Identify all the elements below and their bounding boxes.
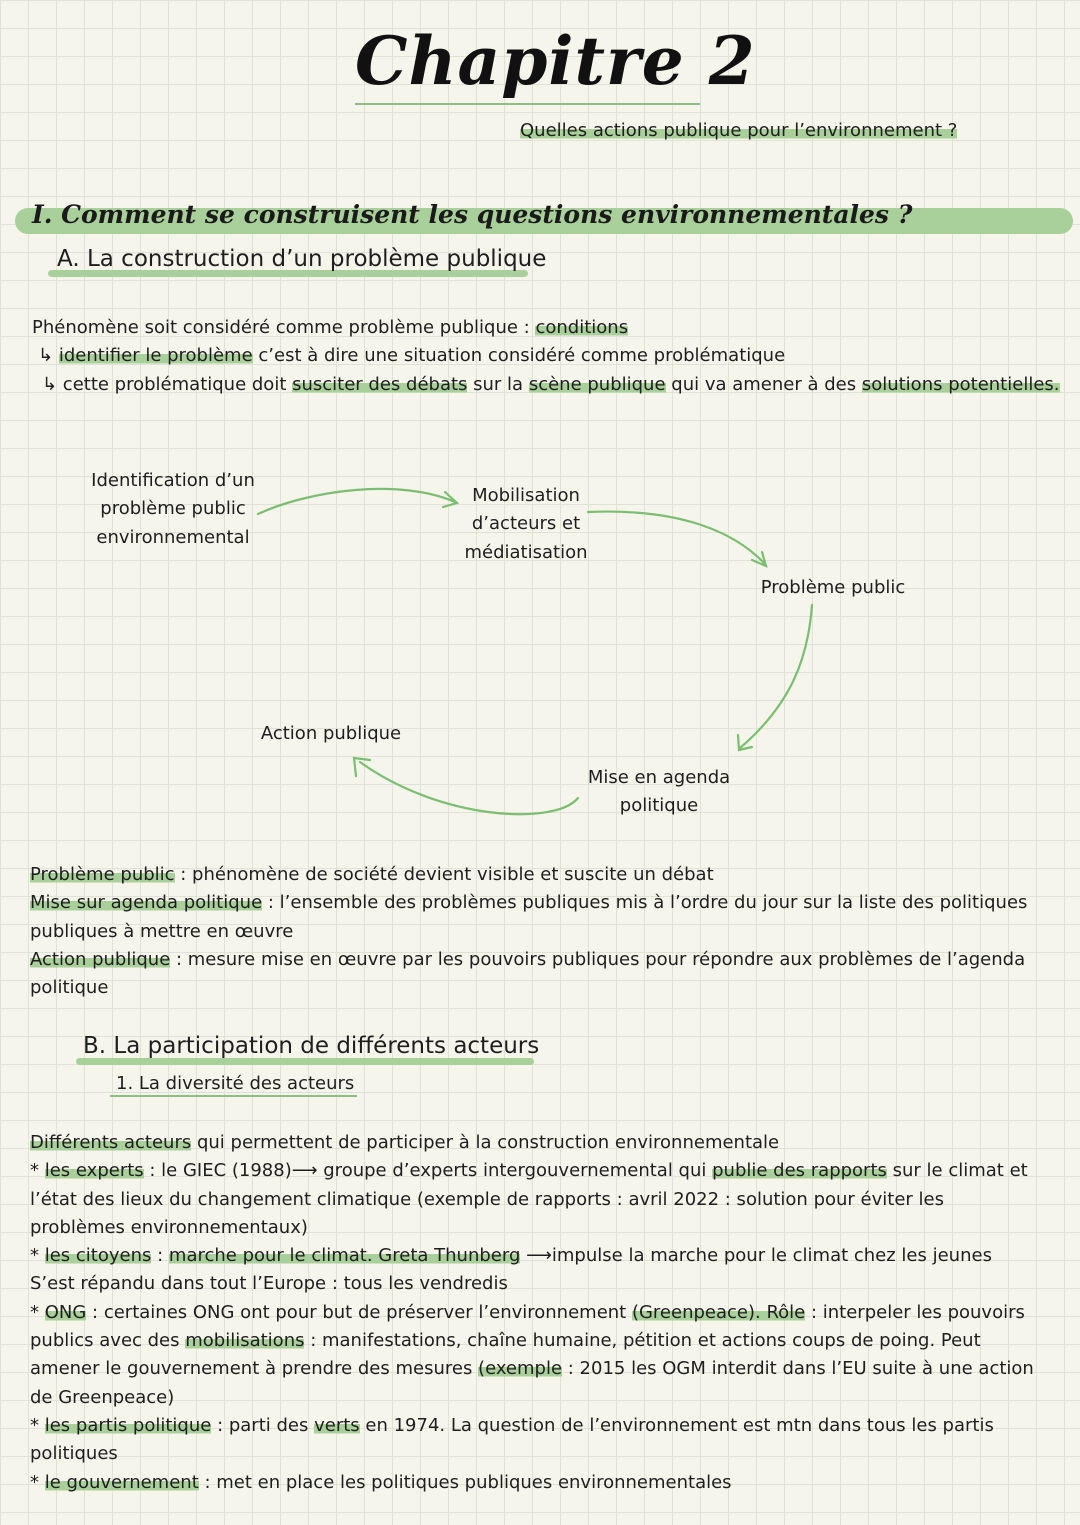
text-run: *	[30, 1301, 45, 1323]
text-run: : manifestations, chaîne humaine, pétition et actions coups de poing. Peut amener le gouvernement à prendre des mesures	[30, 1330, 981, 1380]
highlighted-text: les citoyens	[44, 1245, 152, 1267]
definition-item	[30, 946, 1030, 1003]
text-run: :	[151, 1245, 169, 1267]
highlighted-text: identifier le problème	[58, 345, 253, 367]
highlighted-text: scène publique	[528, 373, 666, 395]
highlighted-text: ONG	[44, 1301, 87, 1323]
subsection-a-heading: A. La construction d’un problème publique	[57, 246, 547, 272]
highlighted-text: (Greenpeace). Rôle	[631, 1301, 806, 1323]
text-run: qui va amener à des	[665, 373, 862, 395]
node-identification: Identification d’un problème public environnemental	[91, 470, 255, 548]
text-run: : parti des	[211, 1414, 315, 1436]
highlighted-text: le gouvernement	[44, 1471, 199, 1493]
arrow-identification-to-mobilisation	[258, 489, 455, 514]
actors-paragraph	[30, 1299, 1040, 1412]
text-run: : certaines ONG ont pour but de préserver l’environnement	[86, 1301, 632, 1323]
highlighted-text: les experts	[44, 1160, 144, 1182]
highlighted-text: (exemple	[478, 1358, 563, 1380]
arrow-agenda-to-action	[360, 762, 578, 814]
actors-paragraph	[30, 1242, 1040, 1299]
definition-term: Action publique	[30, 948, 171, 970]
subsection-b1-heading: 1. La diversité des acteurs	[116, 1073, 355, 1094]
definition-item	[30, 861, 1030, 889]
actors-paragraph	[30, 1469, 1040, 1497]
text-run: c’est à dire une situation considéré comme problématique	[252, 345, 786, 367]
highlighted-text: les partis politique	[44, 1414, 212, 1436]
page-subtitle: Quelles actions publique pour l’environnement ?	[520, 120, 958, 141]
text-run: : interpeler les pouvoirs publics avec des	[30, 1301, 1025, 1352]
text-run: sur la	[467, 373, 529, 395]
arrow-probleme-to-agenda	[740, 605, 812, 748]
text-run: sur le climat et l’état des lieux du changement climatique (exemple de rapports : avril 2022 : solution pour éviter les problèmes environnementaux)	[30, 1160, 1028, 1238]
highlighted-text: mobilisations	[185, 1330, 305, 1352]
node-mobilisation: Mobilisation d’acteurs et médiatisation	[464, 485, 588, 563]
definition-item	[30, 889, 1030, 946]
text-run: Phénomène soit considéré comme problème publique :	[32, 317, 536, 338]
highlighted-text: solutions potentielles.	[861, 373, 1060, 395]
highlighted-text: susciter des débats	[292, 373, 468, 395]
text-run: : met en place les politiques publiques environnementales	[198, 1471, 732, 1493]
text-run: ↳	[38, 345, 59, 367]
text-run: *	[30, 1414, 45, 1436]
text-run: *	[30, 1471, 45, 1493]
actors-paragraph	[30, 1412, 1040, 1469]
highlighted-text: Différents acteurs	[30, 1132, 192, 1153]
definition-text: : l’ensemble des problèmes publiques mis à l’ordre du jour sur la liste des politiques publiques à mettre en œuvre	[30, 892, 1028, 942]
actors-block	[30, 1129, 1040, 1497]
subsection-b-heading: B. La participation de différents acteurs	[83, 1033, 540, 1059]
text-run: : 2015 les OGM interdit dans l’EU suite à une action de Greenpeace)	[30, 1358, 1034, 1408]
highlighted-text: publie des rapports	[712, 1160, 887, 1182]
definitions-block	[30, 861, 1030, 1002]
node-action-publique: Action publique	[260, 723, 402, 744]
actors-paragraph	[30, 1157, 1040, 1242]
highlighted-text: verts	[314, 1414, 360, 1436]
subsection-b1-underline	[110, 1095, 357, 1097]
text-run: qui permettent de participer à la construction environnementale	[191, 1132, 780, 1153]
page-title: Chapitre 2	[355, 22, 756, 100]
definition-term: Problème public	[30, 864, 175, 885]
definition-text: : phénomène de société devient visible et suscite un débat	[174, 864, 714, 885]
text-run: en 1974. La question de l’environnement est mtn dans tous les partis politiques	[30, 1414, 994, 1465]
highlighted-text: conditions	[535, 317, 629, 338]
section-heading: I. Comment se construisent les questions environnementales ?	[32, 200, 913, 229]
highlighted-text: marche pour le climat. Greta Thunberg	[168, 1245, 521, 1267]
subsection-b-highlight	[76, 1058, 534, 1065]
text-run: : le GIEC (1988)⟶ groupe d’experts intergouvernemental qui	[143, 1160, 713, 1182]
text-run: *	[30, 1245, 45, 1267]
text-run: ↳ cette problématique doit	[42, 373, 293, 395]
node-probleme-public: Problème public	[760, 577, 906, 598]
node-mise-en-agenda: Mise en agenda politique	[587, 767, 731, 817]
text-run: ⟶impulse la marche pour le climat chez les jeunes S’est répandu dans tout l’Europe : tous les vendredis	[30, 1245, 992, 1295]
text-run: *	[30, 1160, 45, 1182]
definition-term: Mise sur agenda politique	[30, 892, 263, 914]
arrow-mobilisation-to-probleme	[588, 512, 765, 564]
definition-text: : mesure mise en œuvre par les pouvoirs publiques pour répondre aux problèmes de l’agenda politique	[30, 948, 1026, 999]
actors-paragraph	[30, 1129, 1040, 1157]
